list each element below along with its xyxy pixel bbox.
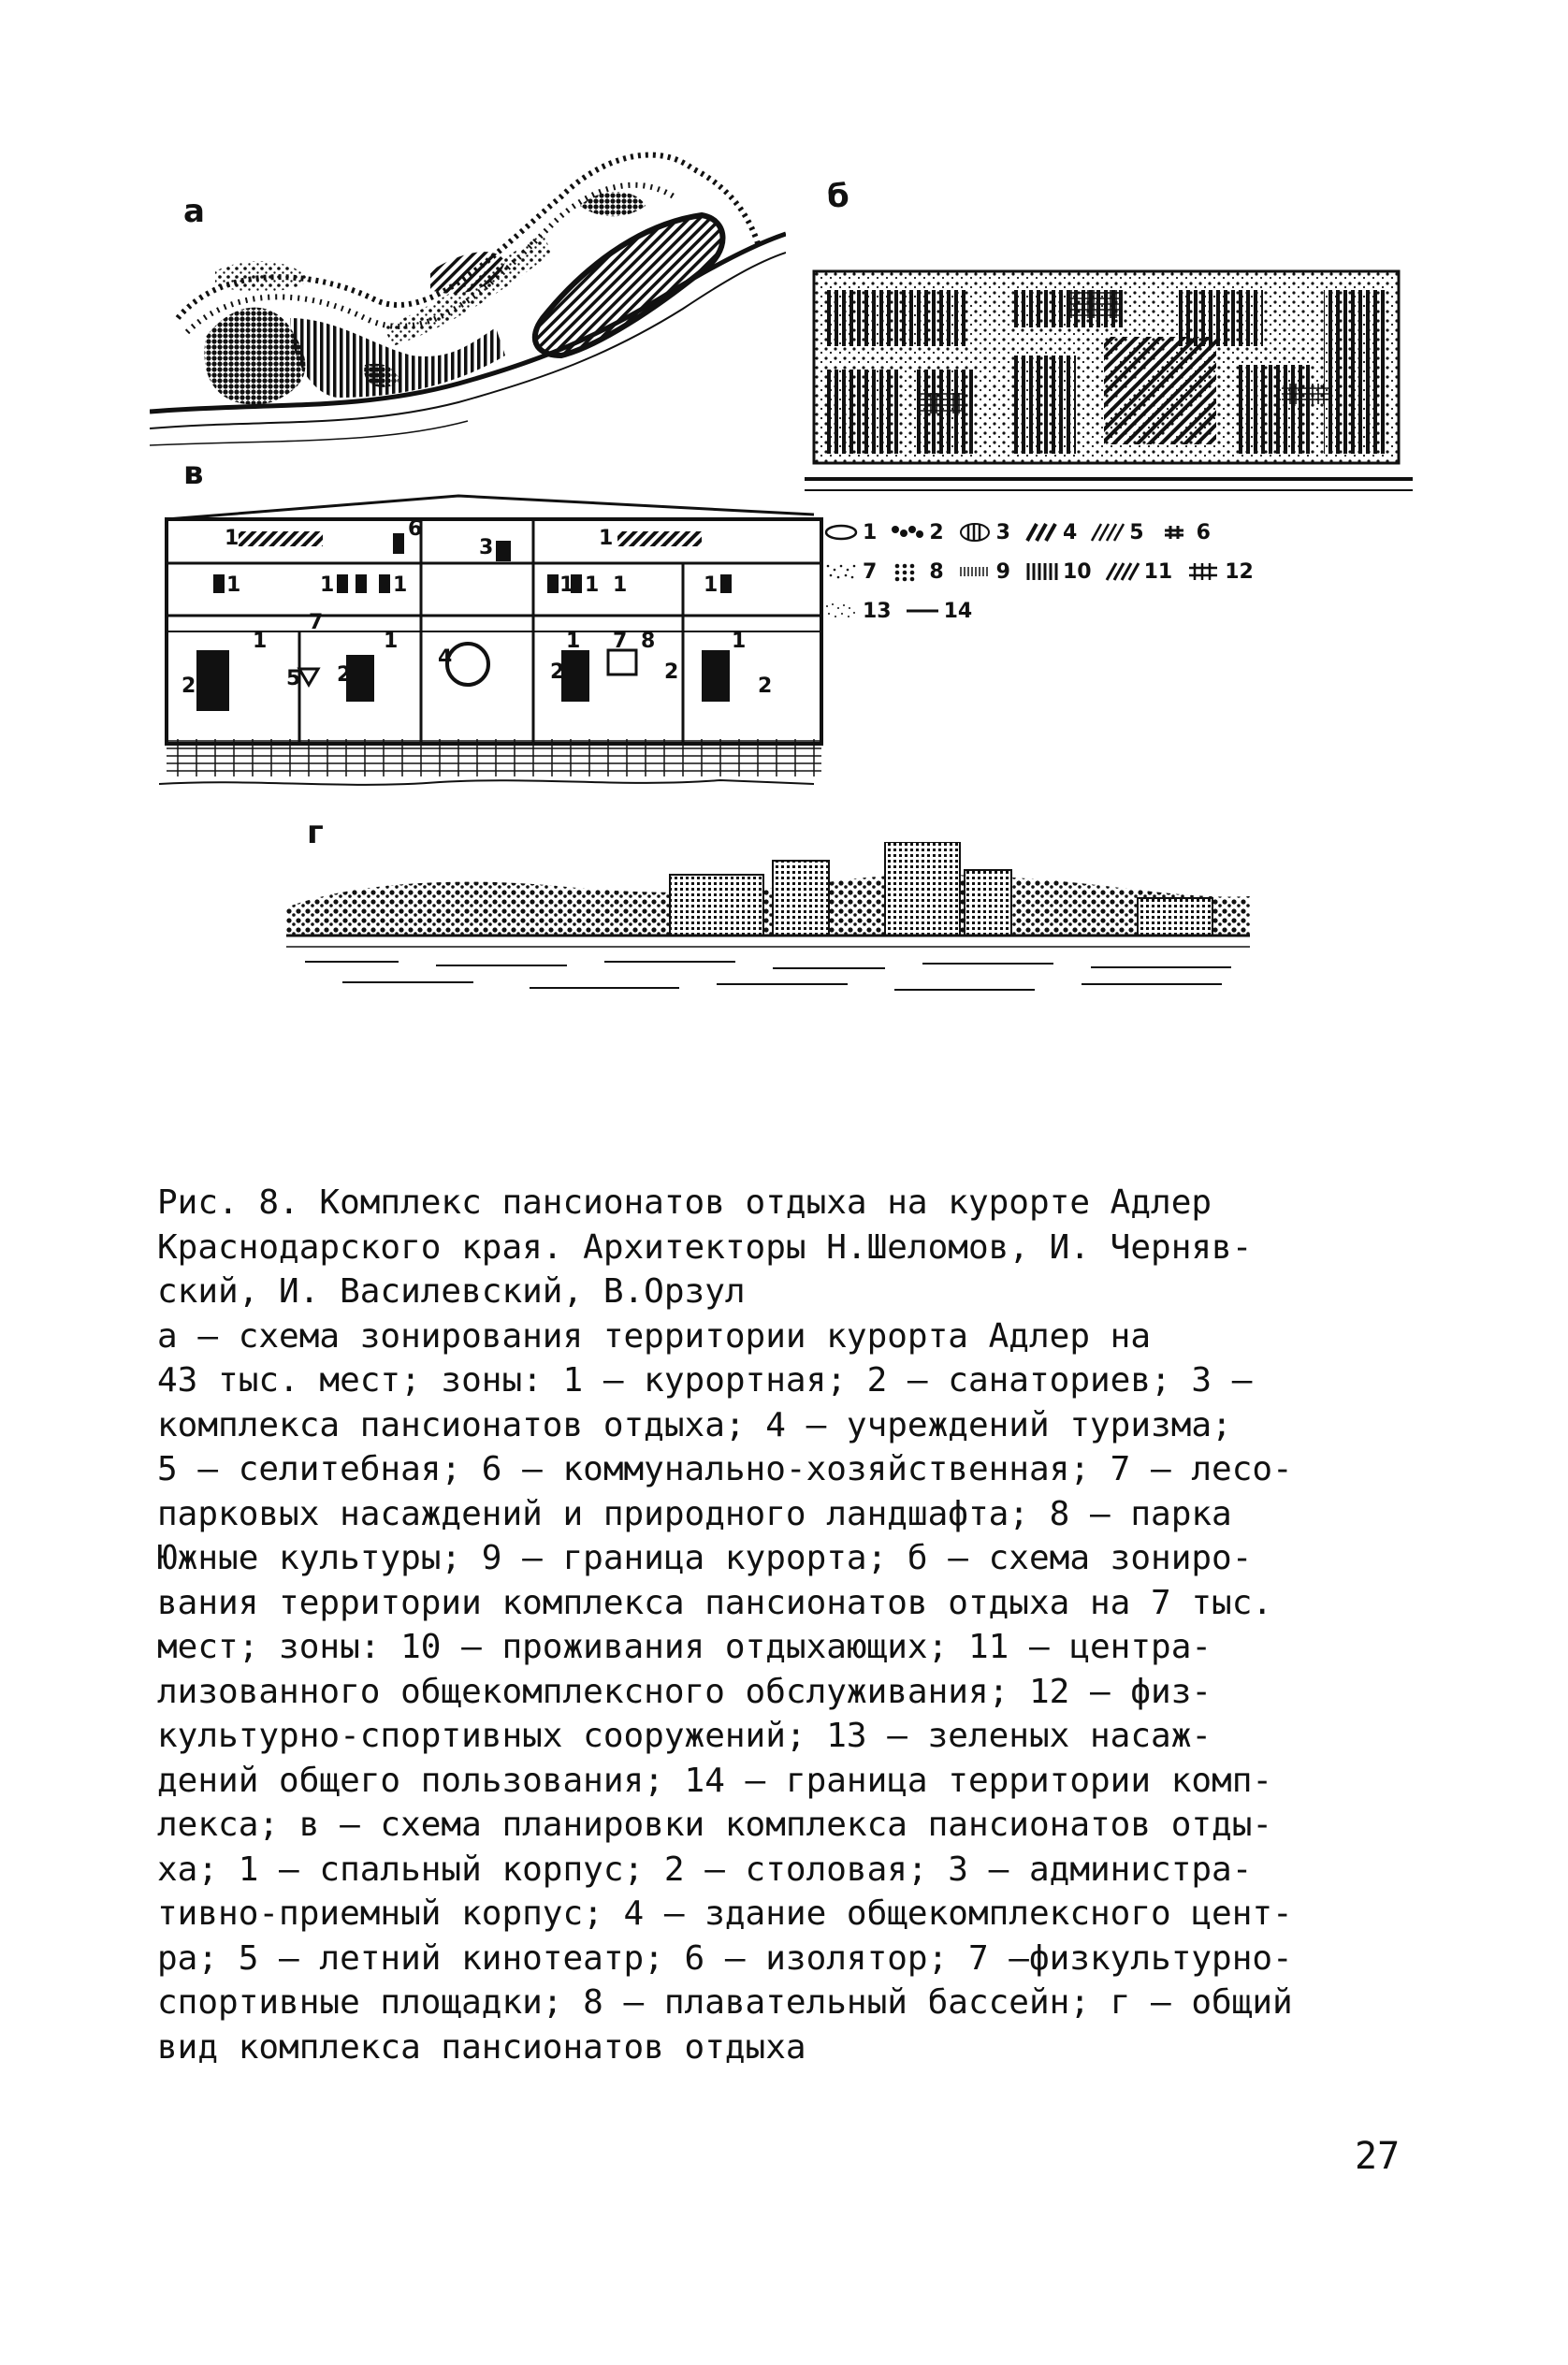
- legend-row: [823, 513, 1422, 552]
- round-hatch-icon: [957, 522, 993, 543]
- plan-label: 8: [641, 630, 656, 653]
- legend-item: 2: [890, 521, 943, 544]
- plan-label: 5: [286, 667, 301, 690]
- panel-g-label: г: [307, 814, 324, 851]
- panel-a-label: а: [183, 193, 205, 230]
- figure-legend: [823, 513, 1422, 631]
- legend-item: 3: [957, 521, 1010, 544]
- fine-vertical-icon: [957, 561, 993, 582]
- plan-label: 1: [225, 527, 240, 550]
- panel-b-label: б: [827, 178, 849, 215]
- caption-line: Краснодарского края. Архитекторы Н.Шеломов, И. Черняв-: [157, 1227, 1253, 1267]
- caption-line: мест; зоны: 10 – проживания отдыхающих; 11 – центра-: [157, 1628, 1212, 1666]
- caption-line: лизованного общекомплексного обслуживания; 12 – физ-: [157, 1672, 1212, 1711]
- caption-line: вания территории комплекса пансионатов отдыха на 7 тыс.: [157, 1583, 1273, 1622]
- legend-item: 12: [1185, 560, 1254, 584]
- plan-label: 1: [732, 630, 747, 653]
- panel-b-complex-zoning: [805, 262, 1413, 496]
- legend-item: 8: [890, 560, 943, 584]
- plan-label: 1: [253, 630, 268, 653]
- caption-line: спортивные площадки; 8 – плавательный бассейн; г – общий: [157, 1983, 1293, 2022]
- fine-dots-icon: [823, 601, 859, 621]
- caption-line: культурно-спортивных сооружений; 13 – зеленых насаж-: [157, 1717, 1212, 1755]
- caption-line: ха; 1 – спальный корпус; 2 – столовая; 3 – администра-: [157, 1850, 1253, 1889]
- caption-line: Южные культуры; 9 – граница курорта; б – схема зониро-: [157, 1539, 1253, 1577]
- oval-icon: [823, 522, 859, 543]
- dense-tree-icon: [890, 522, 925, 543]
- caption-line: комплекса пансионатов отдыха; 4 – учреждений туризма;: [157, 1405, 1232, 1444]
- legend-item: 14: [905, 600, 973, 623]
- plan-label: 1: [226, 573, 241, 597]
- legend-item: 10: [1024, 560, 1092, 584]
- diagonal-hatch-icon: [1105, 561, 1140, 582]
- plan-label: 2: [337, 663, 352, 687]
- plan-label: 1: [599, 527, 614, 550]
- legend-item: 1: [823, 521, 877, 544]
- plan-label: 1: [704, 573, 719, 597]
- caption-line: вид комплекса пансионатов отдыха: [157, 2027, 806, 2067]
- plan-label: 1: [393, 573, 408, 597]
- plan-label: 3: [479, 536, 494, 559]
- panel-g-general-view: [286, 842, 1250, 1010]
- line-icon: [905, 601, 940, 621]
- plan-label: 2: [664, 660, 679, 684]
- legend-row: [823, 591, 1422, 631]
- legend-item: 13: [823, 600, 892, 623]
- legend-item: 11: [1105, 560, 1173, 584]
- caption-line: тивно-приемный корпус; 4 – здание общекомплексного цент-: [157, 1894, 1293, 1933]
- legend-item: 5: [1090, 521, 1143, 544]
- plan-label: 1: [384, 630, 399, 653]
- caption-line: 5 – селитебная; 6 – коммунально-хозяйственная; 7 – лесо-: [157, 1450, 1293, 1488]
- plan-label: 1: [320, 573, 335, 597]
- small-cross-icon: [1157, 522, 1193, 543]
- diagonal-hatch-icon: [1090, 522, 1125, 543]
- caption-line: дений общего пользования; 14 – граница территории комп-: [157, 1761, 1273, 1800]
- plan-label: 7: [613, 630, 628, 653]
- caption-line: 43 тыс. мест; зоны: 1 – курортная; 2 – санаториев; 3 –: [157, 1361, 1253, 1400]
- cross-hatch-icon: [1185, 561, 1221, 582]
- legend-item: 7: [823, 560, 877, 584]
- caption-line: ра; 5 – летний кинотеатр; 6 – изолятор; 7 –физкультурно-: [157, 1938, 1293, 1978]
- plan-label: 6: [408, 517, 423, 541]
- caption-line: лекса; в – схема планировки комплекса пансионатов отды-: [157, 1806, 1273, 1844]
- figure-caption: [157, 1181, 1392, 2069]
- page-number: 27: [1355, 2135, 1401, 2178]
- plan-label: 1: [613, 573, 628, 597]
- plan-label: 1: [585, 573, 600, 597]
- plan-label: 1: [559, 573, 574, 597]
- caption-line: ский, И. Василевский, В.Орзул: [157, 1272, 746, 1311]
- vertical-hatch-icon: [1024, 561, 1059, 582]
- plan-label: 4: [438, 646, 453, 670]
- bold-diagonal-icon: [1024, 522, 1059, 543]
- dots-icon: [890, 561, 925, 582]
- panel-v-planning-scheme: [159, 486, 833, 795]
- plan-label: 7: [309, 611, 324, 634]
- plan-label: 2: [758, 675, 773, 698]
- caption-line: а – схема зонирования территории курорта Адлер на: [157, 1316, 1152, 1356]
- legend-item: 6: [1157, 521, 1211, 544]
- panel-v-label: в: [183, 455, 204, 492]
- caption-line: Рис. 8. Комплекс пансионатов отдыха на курорте Адлер: [157, 1183, 1212, 1222]
- plan-label: 2: [181, 675, 196, 698]
- legend-item: 9: [957, 560, 1010, 584]
- plan-label: 2: [550, 660, 565, 684]
- legend-row: [823, 552, 1422, 591]
- panel-a-zoning-map: [150, 131, 786, 458]
- plan-label: 1: [566, 630, 581, 653]
- light-dots-icon: [823, 561, 859, 582]
- caption-line: парковых насаждений и природного ландшафта; 8 – парка: [157, 1494, 1232, 1533]
- legend-item: 4: [1024, 521, 1077, 544]
